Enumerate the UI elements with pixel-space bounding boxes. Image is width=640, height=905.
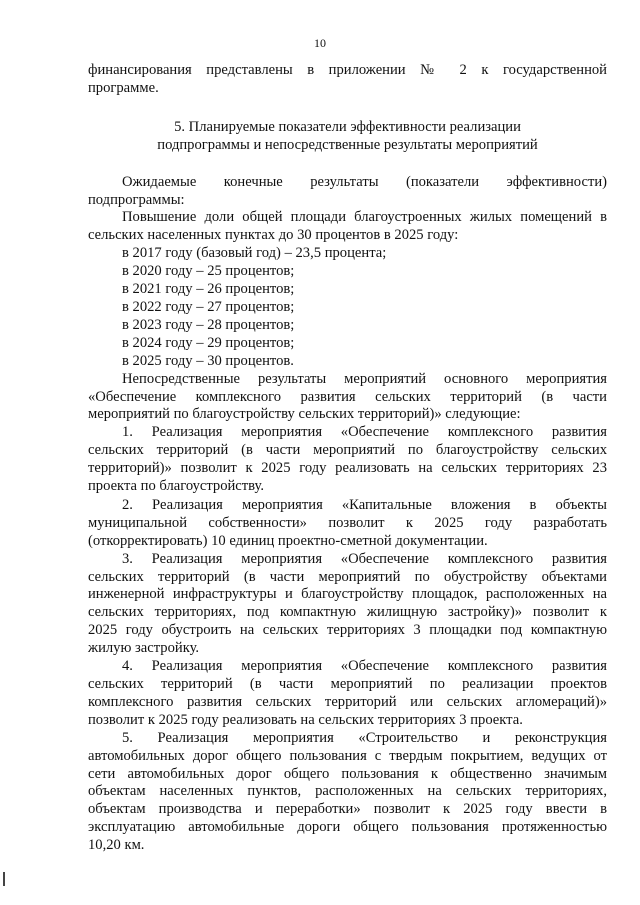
result-item-line: 10,20 км. bbox=[88, 837, 145, 854]
result-item-line: 4. Реализация мероприятия «Обеспечение комплексного развития bbox=[122, 658, 607, 675]
expected-results-line: подпрограммы: bbox=[88, 191, 185, 208]
yearly-target: в 2023 году – 28 процентов; bbox=[122, 316, 295, 333]
yearly-target: в 2020 году – 25 процентов; bbox=[122, 263, 295, 280]
section-heading-line: подпрограммы и непосредственные результаты мероприятий bbox=[157, 136, 538, 153]
result-item-line: позволит к 2025 году реализовать на сельских территориях 3 проекта. bbox=[88, 711, 523, 728]
result-item-line: муниципальной собственности» позволит к 2025 году разработать bbox=[88, 514, 607, 531]
result-item-line: сети автомобильных дорог общего пользования к общественно значимым bbox=[88, 765, 607, 782]
yearly-target: в 2024 году – 29 процентов; bbox=[122, 334, 295, 351]
result-item-line: 3. Реализация мероприятия «Обеспечение комплексного развития bbox=[122, 550, 607, 567]
yearly-targets-list bbox=[88, 245, 607, 370]
yearly-target: в 2021 году – 26 процентов; bbox=[122, 281, 295, 298]
result-item-4 bbox=[88, 658, 607, 730]
direct-results-line: «Обеспечение комплексного развития сельских территорий (в части bbox=[88, 388, 607, 405]
result-item-line: жилую застройку. bbox=[88, 640, 200, 657]
result-item-line: объектам производства и переработки» позволит к 2025 году ввести в bbox=[88, 801, 607, 818]
section-heading-line: 5. Планируемые показатели эффективности реализации bbox=[174, 118, 521, 135]
result-item-line: 5. Реализация мероприятия «Строительство и реконструкция bbox=[122, 729, 607, 746]
result-item-5 bbox=[88, 730, 607, 855]
result-item-1 bbox=[88, 424, 607, 496]
section-heading bbox=[88, 119, 607, 155]
yearly-target: в 2017 году (базовый год) – 23,5 процента; bbox=[122, 245, 387, 262]
result-item-line: 2. Реализация мероприятия «Капитальные вложения в объекты bbox=[122, 496, 607, 513]
increase-line: сельских населенных пунктах до 30 процентов в 2025 году: bbox=[88, 227, 459, 244]
intro-line: программе. bbox=[88, 79, 159, 96]
result-item-line: территорий)» позволит к 2025 году реализовать на сельских территориях 23 bbox=[88, 460, 607, 477]
increase-line: Повышение доли общей площади благоустроенных жилых помещений в bbox=[122, 209, 607, 226]
yearly-target: в 2022 году – 27 процентов; bbox=[122, 298, 295, 315]
scan-edge-mark bbox=[3, 872, 5, 886]
document-body bbox=[88, 62, 607, 855]
result-item-line: 1. Реализация мероприятия «Обеспечение комплексного развития bbox=[122, 424, 607, 441]
page-number: 10 bbox=[314, 36, 326, 50]
yearly-target: в 2025 году – 30 процентов. bbox=[122, 352, 294, 369]
expected-results-line: Ожидаемые конечные результаты (показатели эффективности) bbox=[122, 173, 607, 190]
result-item-line: эксплуатацию автомобильные дороги общего пользования протяженностью bbox=[88, 819, 607, 836]
result-item-line: автомобильных дорог общего пользования с твердым покрытием, ведущих от bbox=[88, 747, 607, 764]
result-item-line: (откорректировать) 10 единиц проектно-сметной документации. bbox=[88, 532, 488, 549]
intro-line: финансирования представлены в приложении № 2 к государственной bbox=[88, 62, 607, 78]
result-item-line: объектам населенных пунктов, расположенных на сельских территориях, bbox=[88, 783, 607, 800]
direct-results-line: Непосредственные результаты мероприятий основного мероприятия bbox=[122, 370, 607, 387]
result-item-3 bbox=[88, 551, 607, 658]
result-item-line: 2025 году обустроить на сельских территориях 3 площадки под компактную bbox=[88, 622, 607, 639]
result-item-line: сельских территорий (в части мероприятий по обустройству объектами bbox=[88, 568, 607, 585]
result-item-line: комплексного развития сельских территорий или сельских агломераций)» bbox=[88, 693, 607, 710]
result-item-line: сельских территорий (в части мероприятий по реализации проектов bbox=[88, 676, 607, 692]
result-item-2 bbox=[88, 497, 607, 551]
result-item-line: проекта по благоустройству. bbox=[88, 478, 265, 495]
result-item-line: сельских территорий (в части мероприятий по благоустройству сельских bbox=[88, 442, 607, 459]
result-item-line: инженерной инфраструктуры и благоустройству площадок, расположенных на bbox=[88, 586, 607, 603]
result-item-line: сельских территориях, под компактную жилищную застройку)» позволит к bbox=[88, 604, 607, 621]
direct-results-line: мероприятий по благоустройству сельских территорий)» следующие: bbox=[88, 406, 521, 423]
